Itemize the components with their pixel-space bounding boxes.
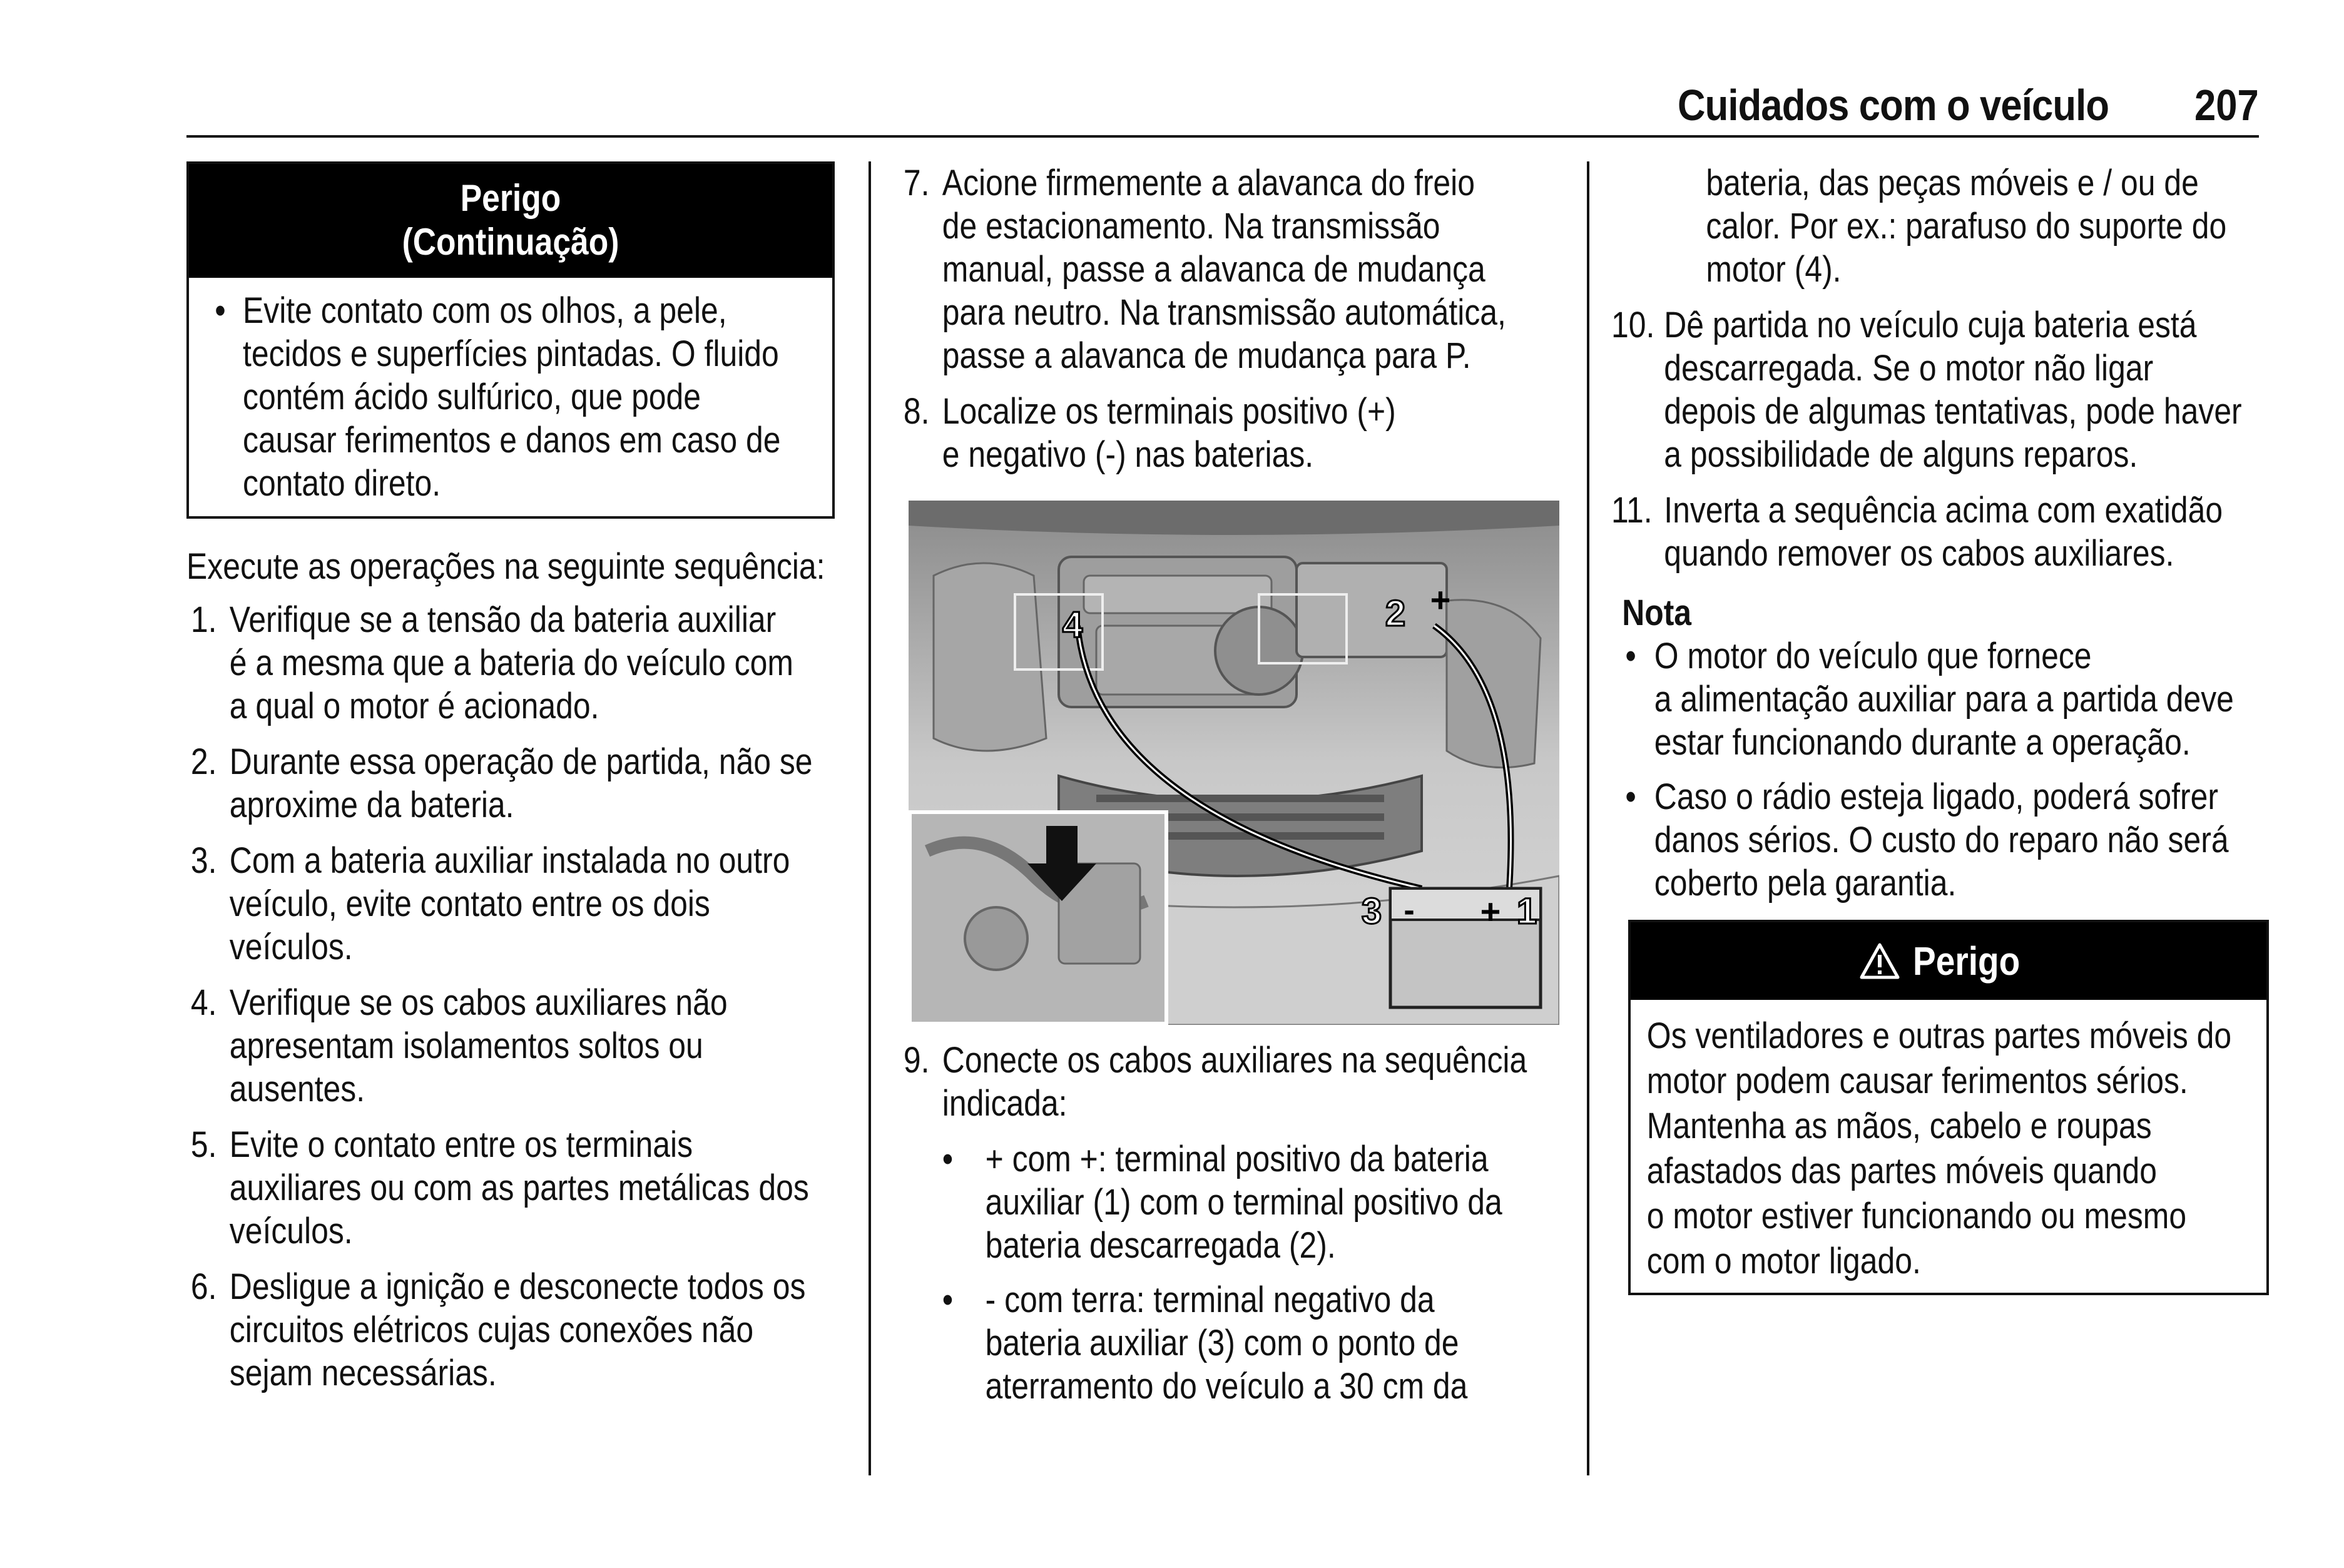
text-line: Verifique se a tensão da bateria auxiliar [229,599,777,640]
text-line: a possibilidade de alguns reparos. [1664,434,2138,475]
step-number: 10. [1611,305,1655,345]
figure-minus: - [1404,892,1415,929]
engine-bay-illustration [909,501,1559,1025]
bullet-icon: • [942,1139,954,1179]
step-5 [186,1123,809,1253]
text-line: ausentes. [229,1069,365,1109]
step-3 [186,839,790,969]
danger-header [1631,922,2266,1000]
note-title: Nota [1622,593,1692,633]
text-line: passe a alavanca de mudança para P. [942,335,1471,376]
text-line: sejam necessárias. [229,1353,497,1393]
text-line: e negativo (-) nas baterias. [942,434,1314,475]
step-9 [899,1039,1527,1125]
text-line: o motor estiver funcionando ou mesmo [1646,1196,2187,1236]
note-section [1611,591,2234,905]
text-line: veículos. [229,927,353,967]
text-line: Com a bateria auxiliar instalada no outro [229,840,790,881]
column-3 [1611,161,2242,916]
text-line: O motor do veículo que fornece [1654,636,2092,676]
bullet-icon: • [1625,636,1636,676]
danger-title: Perigo [460,177,561,219]
page-number: 207 [2194,81,2259,130]
text-line: Caso o rádio esteja ligado, poderá sofrer [1654,776,2218,817]
engine-diagram-svg [909,501,1559,1025]
text-line: auxiliares ou com as partes metálicas dos [229,1168,809,1208]
text-line: + com +: terminal positivo da bateria [985,1139,1489,1179]
step-number: 7. [903,163,930,203]
text-line: - com terra: terminal negativo da [985,1280,1435,1320]
step-number: 4. [190,982,217,1023]
text-line: veículo, evite contato entre os dois [229,883,710,924]
text-line: Mantenha as mãos, cabelo e roupas [1646,1106,2152,1146]
text-line: tecidos e superfícies pintadas. O fluido [243,333,779,374]
figure-label-1: 1 [1516,891,1537,932]
column-divider [1587,161,1589,1475]
text-line: apresentam isolamentos soltos ou [229,1026,703,1066]
danger-continued-header [189,164,832,278]
step-11 [1611,489,2223,575]
sub-bullet [899,1138,1502,1267]
step-number: 6. [190,1266,217,1307]
step-number: 1. [190,599,217,640]
danger-body [1631,1000,2232,1290]
step-10 [1611,303,2242,476]
text-line: veículos. [229,1211,353,1251]
text-line: a qual o motor é acionado. [229,686,599,726]
text-line: causar ferimentos e danos em caso de [243,420,781,461]
text-line: Os ventiladores e outras partes móveis do [1646,1016,2232,1056]
text-line: circuitos elétricos cujas conexões não [229,1310,754,1350]
text-line: Conecte os cabos auxiliares na sequência [942,1040,1527,1081]
bullet-icon: • [942,1280,954,1320]
text-line: Acione firmemente a alavanca do freio [942,163,1475,203]
text-line: Desligue a ignição e desconecte todos os [229,1266,806,1307]
text-line: Verifique se os cabos auxiliares não [229,982,728,1023]
text-line: descarregada. Se o motor não ligar [1664,348,2154,389]
text-line: motor (4). [1706,249,1842,290]
text-line: Dê partida no veículo cuja bateria está [1664,305,2197,345]
figure-label-3: 3 [1361,891,1382,932]
bullet-icon: • [1625,776,1636,817]
step-continuation [1611,161,2227,291]
text-line: afastados das partes móveis quando [1646,1151,2158,1191]
step-1 [186,598,793,728]
note-bullet [1622,634,2234,764]
figure-plus: + [1480,892,1501,931]
step-number: 3. [190,840,217,881]
danger-title: Perigo [1913,939,2020,984]
step-number: 5. [190,1124,217,1165]
step-8 [899,390,1464,476]
text-line: contato direto. [243,463,441,504]
text-line: manual, passe a alavanca de mudança [942,249,1485,290]
bullet-icon: • [215,290,226,331]
step-2 [186,740,813,827]
text-line: a alimentação auxiliar para a partida deve [1654,679,2234,720]
step-number: 11. [1611,490,1653,531]
text-line: aproxime da bateria. [229,785,514,825]
text-line: Localize os terminais positivo (+) [942,391,1396,432]
text-line: é a mesma que a bateria do veículo com [229,643,793,683]
text-line: Evite o contato entre os terminais [229,1124,693,1165]
step-6 [186,1265,806,1395]
text-line: para neutro. Na transmissão automática, [942,292,1506,333]
text-line: indicada: [942,1083,1068,1124]
danger-box [1628,920,2269,1295]
section-title: Cuidados com o veículo [1677,81,2109,130]
column-2-lower [899,1039,1527,1408]
danger-continued-box [186,161,835,519]
note-bullet [1622,775,2229,905]
column-2 [899,161,1506,489]
step-4 [186,981,744,1111]
text-line: coberto pela garantia. [1654,863,1957,904]
text-line: contém ácido sulfúrico, que pode [243,377,701,417]
step-7 [899,161,1506,377]
step-number: 9. [903,1040,930,1081]
sub-bullet [899,1278,1468,1408]
step-number: 2. [190,741,217,782]
text-line: bateria auxiliar (3) com o ponto de [985,1323,1459,1363]
text-line: depois de algumas tentativas, pode haver [1664,391,2242,432]
text-line: Inverta a sequência acima com exatidão [1664,490,2223,531]
figure-plus-top: + [1430,580,1451,619]
text-line: calor. Por ex.: parafuso do suporte do [1706,206,2227,247]
figure-label-2: 2 [1385,593,1406,634]
text-line: bateria descarregada (2). [985,1225,1336,1266]
text-line: estar funcionando durante a operação. [1654,722,2191,763]
column-divider [869,161,871,1475]
danger-continued-body [189,278,781,516]
figure-label-4: 4 [1062,604,1083,645]
text-line: bateria, das peças móveis e / ou de [1706,163,2199,203]
text-line: Evite contato com os olhos, a pele, [243,290,727,331]
column-1 [186,161,835,1407]
page-header [186,80,2259,138]
danger-subtitle: (Continuação) [402,221,619,263]
text-line: quando remover os cabos auxiliares. [1664,533,2174,574]
text-line: com o motor ligado. [1646,1241,1921,1281]
text-line: auxiliar (1) com o terminal positivo da [985,1182,1502,1223]
intro-text: Execute as operações na seguinte sequência: [186,546,825,587]
step-number: 8. [903,391,930,432]
warning-triangle-icon [1859,942,1900,980]
bullet-item [210,289,781,505]
text-line: aterramento do veículo a 30 cm da [985,1366,1468,1407]
text-line: Durante essa operação de partida, não se [229,741,813,782]
text-line: de estacionamento. Na transmissão [942,206,1440,247]
text-line: motor podem causar ferimentos sérios. [1646,1061,2188,1101]
text-line: danos sérios. O custo do reparo não será [1654,820,2229,860]
